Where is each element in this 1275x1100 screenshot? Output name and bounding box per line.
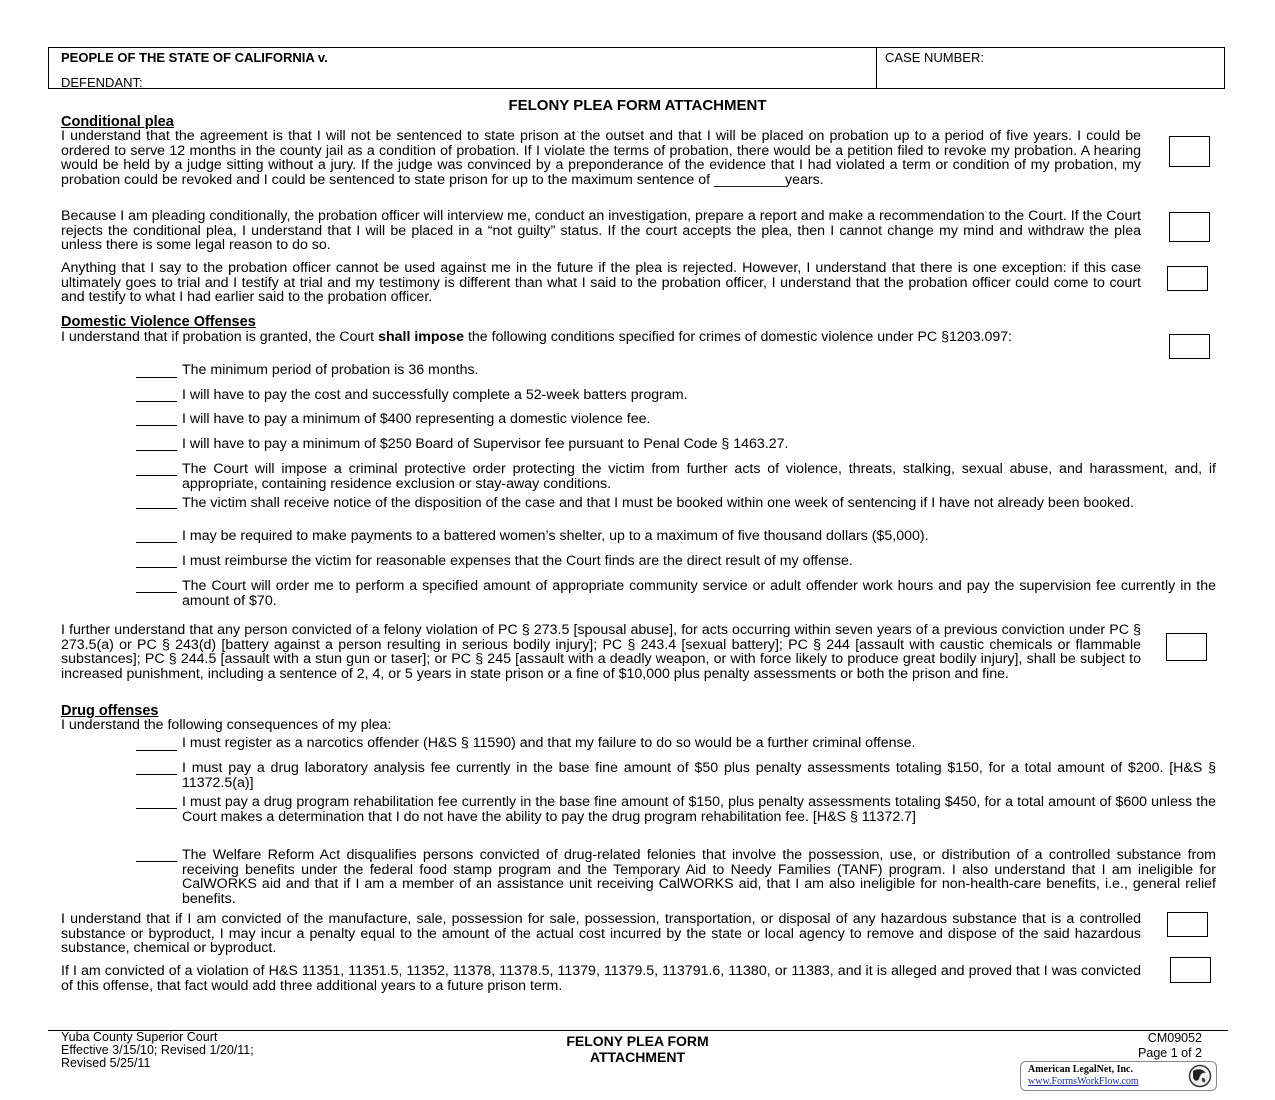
dv-item: I will have to pay the cost and successfully complete a 52-week batters program. bbox=[182, 387, 688, 403]
conditional-paragraph-1: I understand that the agreement is that I will not be sentenced to state prison at the outset and that I will be placed on probation up to a period of five years. I could be ordered to serve 12 months in the county jail as a condition of probation. If I violate the terms of probation, there would be a petition filed to revoke my probation. A hearing would be held by a judge sitting without a jury. If the judge was convinced by a preponderance of the evidence that I had violated a term or condition of my probation, my probation could be revoked and I could be sentenced to state prison for up to the maximum sentence of _________years. bbox=[61, 128, 1141, 188]
defendant-field[interactable]: DEFENDANT: bbox=[61, 75, 143, 90]
dv-item: The minimum period of probation is 36 months. bbox=[182, 362, 479, 378]
globe-icon bbox=[1187, 1064, 1213, 1088]
footer-revised: Revised 5/25/11 bbox=[61, 1056, 151, 1070]
drug-intro: I understand the following consequences of my plea: bbox=[61, 717, 392, 733]
footer-right bbox=[1138, 1031, 1202, 1061]
drug-item: I must pay a drug program rehabilitation fee currently in the base fine amount of $150, plus penalty assessments totaling $450, for a total amount of $600 unless the Court makes a determination that I do not have the ability to pay the drug program rehabilitation fee. [H&S § 11372.7] bbox=[182, 794, 1216, 825]
initial-blank[interactable] bbox=[136, 438, 177, 451]
dv-item: The Court will impose a criminal protective order protecting the victim from further acts of violence, threats, stalking, sexual abuse, and harassment, and, if appropriate, containing residence exclusion or stay-away conditions. bbox=[182, 461, 1216, 492]
page-number: Page 1 of 2 bbox=[1138, 1046, 1202, 1060]
logo-company-name: American LegalNet, Inc. bbox=[1028, 1064, 1133, 1075]
page-title: FELONY PLEA FORM ATTACHMENT bbox=[508, 97, 767, 114]
initial-blank[interactable] bbox=[136, 762, 177, 775]
dv-item: I will have to pay a minimum of $400 representing a domestic violence fee. bbox=[182, 411, 651, 427]
initial-blank[interactable] bbox=[136, 413, 177, 426]
section-heading-conditional-plea: Conditional plea bbox=[61, 114, 174, 130]
drug-item: The Welfare Reform Act disqualifies persons convicted of drug-related felonies that involve the possession, use, or distribution of a controlled substance from receiving benefits under the federal food stamp program and the Temporary Aid to Needy Families (TANF) program. I also understand that I am ineligible for CalWORKS aid and that if I am a member of an assistance unit receiving CalWORKS aid, that I am also ineligible for non-health-care benefits, i.e., general relief benefits. bbox=[182, 847, 1216, 907]
dv-further-paragraph: I further understand that any person convicted of a felony violation of PC § 273.5 [spousal abuse], for acts occurring within seven years of a previous conviction under PC § 273.5(a) or PC § 243(d) [battery against a person resulting in serious bodily injury]; PC § 243.4 [sexual battery]; PC § 244 [assault with caustic chemicals or flammable substances]; PC § 244.5 [assault with a stun gun or taser]; or PC § 245 [assault with a deadly weapon, or with force likely to produce great bodily injury], shall be subject to increased punishment, including a sentence of 2, 4, or 5 years in state prison or a fine of $10,000 plus penalty assessments or both the prison and fine. bbox=[61, 622, 1141, 682]
dv-item: I must reimburse the victim for reasonable expenses that the Court finds are the direct result of my offense. bbox=[182, 553, 853, 569]
drug-item: I must register as a narcotics offender (H&S § 11590) and that my failure to do so would be a further criminal offense. bbox=[182, 735, 916, 751]
conditional-paragraph-2: Because I am pleading conditionally, the probation officer will interview me, conduct an investigation, prepare a report and make a recommendation to the Court. If the Court rejects the conditional plea, I understand that I will be placed in a “not guilty” status. If the court accepts the plea, then I cannot change my mind and withdraw the plea unless there is some legal reason to do so. bbox=[61, 208, 1141, 254]
initial-box-drug-prior[interactable] bbox=[1170, 957, 1211, 983]
footer-title-line-1: FELONY PLEA FORM bbox=[566, 1033, 709, 1049]
dv-intro-text-c: the following conditions specified for crimes of domestic violence under PC §1203.097: bbox=[464, 329, 1013, 345]
drug-prior-paragraph: If I am convicted of a violation of H&S 11351, 11351.5, 11352, 11378, 11378.5, 11379, 11379.5, 113791.6, 11380, or 11383, and it is alleged and proved that I was convicted of this offense, that fact would add three additional years to a future prison term. bbox=[61, 963, 1141, 994]
dv-intro-emphasis: shall impose bbox=[378, 329, 465, 345]
initial-box-conditional-1[interactable] bbox=[1169, 136, 1210, 167]
initial-box-dv[interactable] bbox=[1169, 334, 1210, 359]
initial-box-conditional-2[interactable] bbox=[1169, 212, 1210, 242]
drug-hazard-paragraph: I understand that if I am convicted of the manufacture, sale, possession for sale, possession, transportation, or disposal of any hazardous substance that is a controlled substance or byproduct, I may incur a penalty equal to the amount of the actual cost incurred by the state or local agency to remove and dispose of the said hazardous substance, chemical or byproduct. bbox=[61, 911, 1141, 957]
initial-box-dv-further[interactable] bbox=[1166, 633, 1207, 661]
section-heading-domestic-violence: Domestic Violence Offenses bbox=[61, 314, 256, 330]
footer-effective: Effective 3/15/10; Revised 1/20/11; bbox=[61, 1043, 254, 1057]
caption-divider bbox=[876, 48, 877, 88]
conditional-paragraph-3: Anything that I say to the probation officer cannot be used against me in the future if the plea is rejected. However, I understand that there is one exception: if this case ultimately goes to trial and I testify at trial and my testimony is different than what I said to the probation officer, I understand that the probation officer could come to court and testify to what I had earlier said to the probation officer. bbox=[61, 260, 1141, 306]
initial-blank[interactable] bbox=[136, 738, 177, 751]
initial-blank[interactable] bbox=[136, 580, 177, 593]
dv-item: The victim shall receive notice of the disposition of the case and that I must be booked within one week of sentencing if I have not already been booked. bbox=[182, 495, 1134, 511]
footer-title-line-2: ATTACHMENT bbox=[589, 1049, 686, 1065]
caption-box bbox=[48, 47, 1225, 89]
form-number: CM09052 bbox=[1147, 1031, 1202, 1045]
dv-item: I will have to pay a minimum of $250 Board of Supervisor fee pursuant to Penal Code § 1463.27. bbox=[182, 436, 789, 452]
initial-blank[interactable] bbox=[136, 496, 177, 509]
initial-blank[interactable] bbox=[136, 530, 177, 543]
initial-blank[interactable] bbox=[136, 463, 177, 476]
section-heading-drug-offenses: Drug offenses bbox=[61, 703, 159, 719]
initial-box-conditional-3[interactable] bbox=[1167, 266, 1208, 291]
case-number-field[interactable]: CASE NUMBER: bbox=[885, 50, 984, 65]
initial-blank[interactable] bbox=[136, 365, 177, 378]
vendor-logo[interactable] bbox=[1020, 1061, 1217, 1091]
dv-intro bbox=[61, 330, 1141, 345]
dv-intro-text-a: I understand that if probation is granted, the Court bbox=[61, 329, 379, 345]
drug-item: I must pay a drug laboratory analysis fee currently in the base fine amount of $50 plus penalty assessments totaling $150, for a total amount of $200. [H&S § 11372.5(a)] bbox=[182, 760, 1216, 791]
dv-item: The Court will order me to perform a specified amount of appropriate community service or adult offender work hours and pay the supervision fee currently in the amount of $70. bbox=[182, 578, 1216, 609]
initial-blank[interactable] bbox=[136, 849, 177, 862]
initial-blank[interactable] bbox=[136, 555, 177, 568]
dv-item: I may be required to make payments to a battered women’s shelter, up to a maximum of five thousand dollars ($5,000). bbox=[182, 528, 929, 544]
initial-blank[interactable] bbox=[136, 796, 177, 809]
people-label: PEOPLE OF THE STATE OF CALIFORNIA v. bbox=[61, 50, 328, 65]
initial-box-drug-hazard[interactable] bbox=[1167, 912, 1208, 937]
footer-court: Yuba County Superior Court bbox=[61, 1030, 218, 1044]
initial-blank[interactable] bbox=[136, 389, 177, 402]
logo-url-link[interactable]: www.FormsWorkFlow.com bbox=[1028, 1076, 1139, 1087]
